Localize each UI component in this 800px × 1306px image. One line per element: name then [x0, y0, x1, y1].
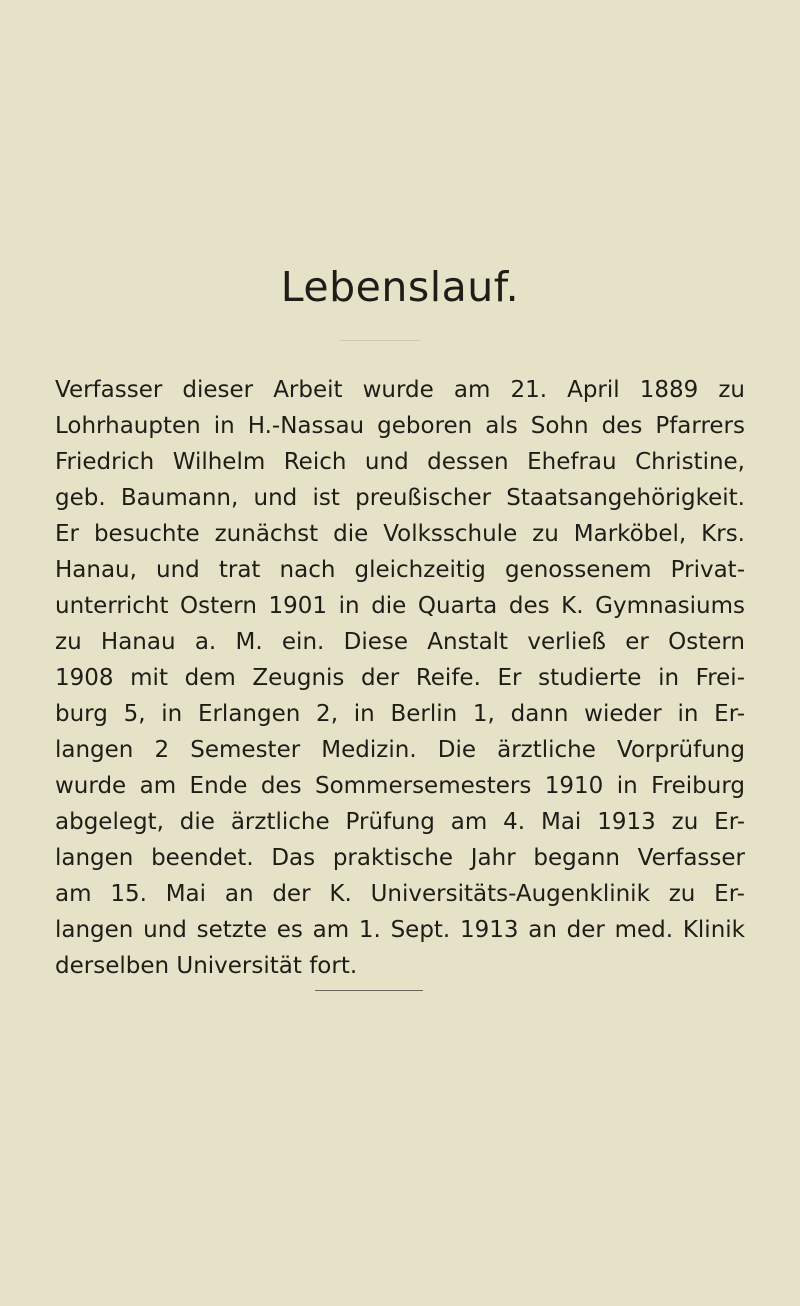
text-line: abgelegt, die ärztliche Prüfung am 4. Mai 1913 zu Er-: [55, 809, 745, 835]
text-line: langen 2 Semester Medizin. Die ärztliche Vorprüfung: [55, 737, 745, 763]
text-line: burg 5, in Erlangen 2, in Berlin 1, dann wieder in Er-: [55, 701, 745, 727]
title-divider: [340, 340, 420, 341]
text-line: Er besuchte zunächst die Volksschule zu Marköbel, Krs.: [55, 521, 745, 547]
text-line: 1908 mit dem Zeugnis der Reife. Er studierte in Frei-: [55, 665, 745, 691]
text-line: wurde am Ende des Sommersemesters 1910 in Freiburg: [55, 773, 745, 799]
text-line: langen beendet. Das praktische Jahr begann Verfasser: [55, 845, 745, 871]
end-divider: [315, 990, 423, 991]
text-line: derselben Universität fort.: [55, 953, 358, 979]
text-line: geb. Baumann, und ist preußischer Staatsangehörigkeit.: [55, 485, 745, 511]
text-line: Friedrich Wilhelm Reich und dessen Ehefrau Christine,: [55, 449, 745, 475]
text-line: Hanau, und trat nach gleichzeitig genossenem Privat-: [55, 557, 745, 583]
page-title: Lebenslauf.: [280, 263, 520, 311]
biography-paragraph: [55, 372, 745, 984]
text-line: zu Hanau a. M. ein. Diese Anstalt verließ er Ostern: [55, 629, 745, 655]
text-line: langen und setzte es am 1. Sept. 1913 an der med. Klinik: [55, 917, 745, 943]
text-line: Verfasser dieser Arbeit wurde am 21. April 1889 zu: [55, 377, 745, 403]
text-line: unterricht Ostern 1901 in die Quarta des K. Gymnasiums: [55, 593, 745, 619]
text-line: am 15. Mai an der K. Universitäts-Augenklinik zu Er-: [55, 881, 745, 907]
text-line: Lohrhaupten in H.-Nassau geboren als Sohn des Pfarrers: [55, 413, 745, 439]
